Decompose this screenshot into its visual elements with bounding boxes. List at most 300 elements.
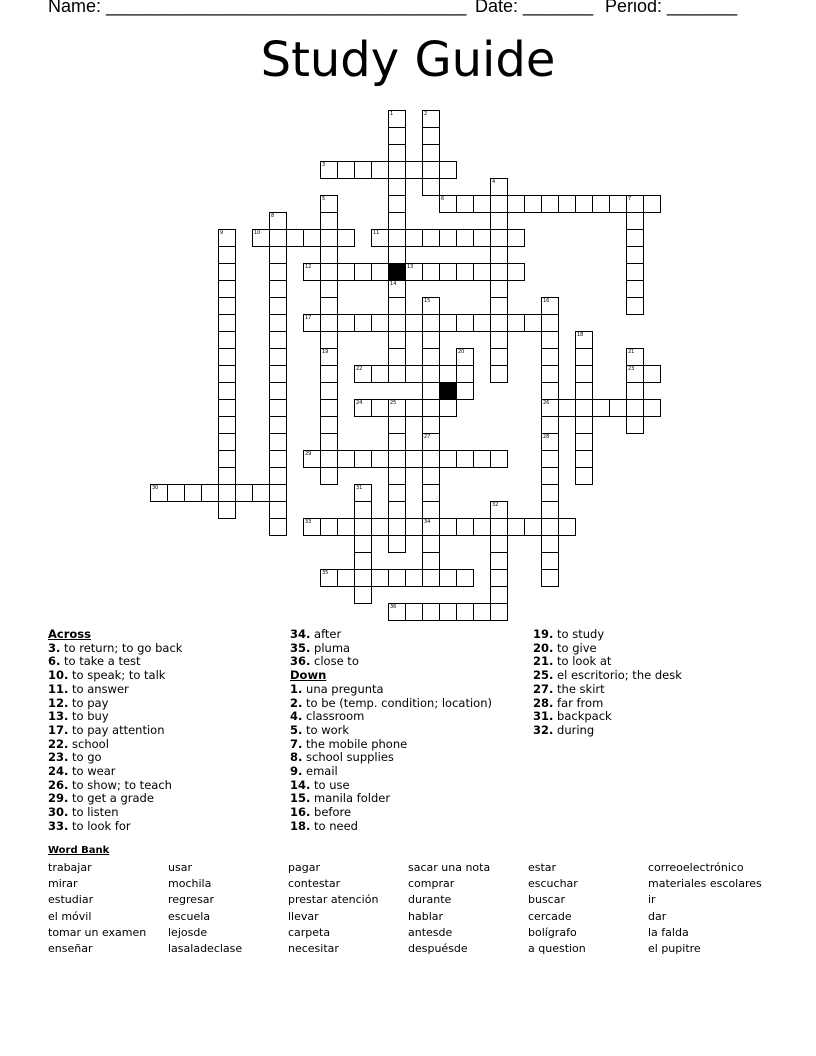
crossword-cell[interactable] [269, 331, 287, 349]
crossword-cell-20[interactable] [456, 348, 474, 366]
crossword-cell[interactable] [320, 467, 338, 485]
crossword-cell[interactable] [269, 484, 287, 502]
crossword-cell[interactable] [320, 382, 338, 400]
crossword-cell-30[interactable] [150, 484, 168, 502]
crossword-cell[interactable] [490, 518, 508, 536]
crossword-cell[interactable] [337, 263, 355, 281]
crossword-cell-16[interactable] [541, 297, 559, 315]
crossword-cell[interactable] [558, 195, 576, 213]
crossword-cell-3[interactable] [320, 161, 338, 179]
crossword-cell-7[interactable] [626, 195, 644, 213]
crossword-cell[interactable] [218, 297, 236, 315]
crossword-cell[interactable] [337, 518, 355, 536]
crossword-cell[interactable] [422, 416, 440, 434]
crossword-cell[interactable] [337, 161, 355, 179]
crossword-cell[interactable] [490, 280, 508, 298]
clue-number-label: 14 [390, 281, 397, 287]
crossword-cell[interactable] [388, 433, 406, 451]
crossword-cell[interactable] [269, 450, 287, 468]
crossword-cell[interactable] [218, 263, 236, 281]
crossword-cell[interactable] [422, 365, 440, 383]
crossword-cell[interactable] [354, 161, 372, 179]
crossword-cell[interactable] [575, 195, 593, 213]
crossword-cell[interactable] [490, 348, 508, 366]
crossword-cell[interactable] [575, 382, 593, 400]
crossword-cell-27[interactable] [422, 433, 440, 451]
crossword-cell[interactable] [575, 467, 593, 485]
crossword-cell[interactable] [490, 297, 508, 315]
crossword-cell[interactable] [473, 195, 491, 213]
crossword-cell[interactable] [218, 484, 236, 502]
crossword-cell[interactable] [422, 331, 440, 349]
crossword-cell[interactable] [354, 535, 372, 553]
clue-number-label: 16 [543, 298, 550, 304]
crossword-cell[interactable] [422, 535, 440, 553]
crossword-cell[interactable] [541, 382, 559, 400]
crossword-cell[interactable] [388, 484, 406, 502]
crossword-cell[interactable] [320, 331, 338, 349]
crossword-cell-36[interactable] [388, 603, 406, 621]
crossword-cell[interactable] [439, 450, 457, 468]
clue-number: 5. [290, 722, 303, 737]
crossword-cell[interactable] [456, 569, 474, 587]
crossword-cell-31[interactable] [354, 484, 372, 502]
crossword-cell-25[interactable] [388, 399, 406, 417]
crossword-cell[interactable] [388, 195, 406, 213]
crossword-cell[interactable] [422, 501, 440, 519]
crossword-cell[interactable] [269, 365, 287, 383]
period-field[interactable]: Period: _______ [605, 0, 738, 16]
crossword-cell[interactable] [252, 484, 270, 502]
crossword-cell[interactable] [541, 450, 559, 468]
crossword-cell-10[interactable] [252, 229, 270, 247]
crossword-cell[interactable] [439, 399, 457, 417]
crossword-cell[interactable] [269, 229, 287, 247]
crossword-cell[interactable] [473, 450, 491, 468]
crossword-cell[interactable] [337, 314, 355, 332]
crossword-cell[interactable] [167, 484, 185, 502]
crossword-cell[interactable] [626, 382, 644, 400]
crossword-cell-19[interactable] [320, 348, 338, 366]
crossword-cell[interactable] [218, 246, 236, 264]
crossword-cell[interactable] [388, 501, 406, 519]
crossword-cell[interactable] [575, 433, 593, 451]
crossword-cell-21[interactable] [626, 348, 644, 366]
crossword-cell[interactable] [320, 518, 338, 536]
crossword-cell[interactable] [626, 416, 644, 434]
crossword-cell[interactable] [473, 518, 491, 536]
crossword-cell[interactable] [269, 416, 287, 434]
crossword-cell-4[interactable] [490, 178, 508, 196]
crossword-cell[interactable] [575, 348, 593, 366]
crossword-cell[interactable] [439, 365, 457, 383]
crossword-cell[interactable] [456, 263, 474, 281]
crossword-cell[interactable] [269, 518, 287, 536]
crossword-cell-5[interactable] [320, 195, 338, 213]
crossword-cell[interactable] [354, 518, 372, 536]
crossword-cell[interactable] [371, 569, 389, 587]
clue-text: to study [557, 627, 605, 641]
crossword-cell-14[interactable] [388, 280, 406, 298]
crossword-cell[interactable] [439, 603, 457, 621]
crossword-cell[interactable] [388, 518, 406, 536]
clue-number-label: 25 [390, 400, 397, 406]
crossword-cell[interactable] [558, 518, 576, 536]
crossword-cell[interactable] [388, 331, 406, 349]
crossword-cell[interactable] [626, 297, 644, 315]
crossword-cell[interactable] [541, 195, 559, 213]
crossword-cell[interactable] [320, 365, 338, 383]
crossword-cell[interactable] [269, 263, 287, 281]
crossword-cell[interactable] [405, 365, 423, 383]
date-field[interactable]: Date: _______ [475, 0, 594, 16]
crossword-cell[interactable] [507, 314, 525, 332]
crossword-cell[interactable] [558, 399, 576, 417]
crossword-cell[interactable] [371, 314, 389, 332]
crossword-cell[interactable] [422, 263, 440, 281]
crossword-cell[interactable] [422, 467, 440, 485]
name-field[interactable]: Name: ____________________________________ [48, 0, 467, 16]
crossword-cell-12[interactable] [303, 263, 321, 281]
crossword-cell[interactable] [422, 450, 440, 468]
clue-number-label: 21 [628, 349, 635, 355]
crossword-cell[interactable] [507, 263, 525, 281]
crossword-cell[interactable] [320, 246, 338, 264]
crossword-cell[interactable] [541, 535, 559, 553]
crossword-cell[interactable] [184, 484, 202, 502]
clue-number: 11. [48, 681, 69, 696]
crossword-cell[interactable] [541, 467, 559, 485]
crossword-cell[interactable] [643, 399, 661, 417]
crossword-cell[interactable] [456, 603, 474, 621]
crossword-cell[interactable] [592, 195, 610, 213]
crossword-cell-22[interactable] [354, 365, 372, 383]
crossword-cell[interactable] [218, 382, 236, 400]
clue-text: the skirt [557, 681, 605, 696]
word-bank-word: trabajar [48, 861, 92, 874]
crossword-cell[interactable] [575, 450, 593, 468]
crossword-cell[interactable] [439, 263, 457, 281]
clue-text: to use [314, 777, 350, 792]
crossword-cell[interactable] [490, 586, 508, 604]
crossword-cell[interactable] [320, 399, 338, 417]
clue-number: 21. [533, 654, 554, 669]
crossword-cell[interactable] [541, 569, 559, 587]
crossword-cell[interactable] [541, 314, 559, 332]
crossword-cell[interactable] [218, 416, 236, 434]
crossword-cell[interactable] [320, 280, 338, 298]
crossword-cell[interactable] [541, 501, 559, 519]
crossword-cell[interactable] [269, 467, 287, 485]
crossword-cell[interactable] [405, 569, 423, 587]
crossword-cell[interactable] [473, 263, 491, 281]
crossword-cell[interactable] [388, 569, 406, 587]
crossword-cell[interactable] [422, 127, 440, 145]
crossword-cell[interactable] [541, 348, 559, 366]
crossword-cell[interactable] [422, 144, 440, 162]
crossword-cell[interactable] [575, 416, 593, 434]
crossword-cell-34[interactable] [422, 518, 440, 536]
crossword-cell[interactable] [201, 484, 219, 502]
crossword-cell[interactable] [422, 178, 440, 196]
crossword-cell[interactable] [388, 535, 406, 553]
crossword-cell[interactable] [388, 161, 406, 179]
crossword-cell[interactable] [286, 229, 304, 247]
crossword-cell[interactable] [456, 382, 474, 400]
crossword-cell[interactable] [490, 229, 508, 247]
crossword-cell[interactable] [388, 178, 406, 196]
crossword-cell[interactable] [422, 348, 440, 366]
crossword-cell[interactable] [320, 416, 338, 434]
crossword-cell[interactable] [405, 314, 423, 332]
crossword-cell[interactable] [524, 518, 542, 536]
crossword-cell[interactable] [320, 297, 338, 315]
clue-text: the mobile phone [306, 736, 408, 751]
clue-number-label: 6 [441, 196, 445, 202]
crossword-cell[interactable] [609, 399, 627, 417]
crossword-cell[interactable] [456, 450, 474, 468]
crossword-cell[interactable] [320, 450, 338, 468]
crossword-cell[interactable] [303, 229, 321, 247]
crossword-cell[interactable] [575, 399, 593, 417]
crossword-cell[interactable] [371, 450, 389, 468]
crossword-cell[interactable] [388, 246, 406, 264]
crossword-cell[interactable] [609, 195, 627, 213]
crossword-cell[interactable] [541, 484, 559, 502]
crossword-cell[interactable] [490, 365, 508, 383]
crossword-cell[interactable] [490, 195, 508, 213]
crossword-cell[interactable] [269, 348, 287, 366]
crossword-cell[interactable] [422, 399, 440, 417]
clue-number: 10. [48, 668, 69, 683]
crossword-cell[interactable] [490, 331, 508, 349]
crossword-cell-1[interactable] [388, 110, 406, 128]
crossword-cell[interactable] [320, 433, 338, 451]
clue-text: to look for [72, 818, 131, 833]
crossword-cell[interactable] [320, 229, 338, 247]
crossword-cell[interactable] [422, 161, 440, 179]
crossword-cell[interactable] [626, 263, 644, 281]
crossword-cell-23[interactable] [626, 365, 644, 383]
crossword-cell[interactable] [490, 603, 508, 621]
crossword-cell-15[interactable] [422, 297, 440, 315]
word-bank-word: despuésde [408, 942, 468, 956]
crossword-cell[interactable] [439, 314, 457, 332]
crossword-cell[interactable] [490, 535, 508, 553]
crossword-cell[interactable] [218, 348, 236, 366]
crossword-cell[interactable] [320, 314, 338, 332]
crossword-cell[interactable] [575, 365, 593, 383]
crossword-cell[interactable] [541, 518, 559, 536]
crossword-cell[interactable] [235, 484, 253, 502]
crossword-cell[interactable] [456, 229, 474, 247]
clue-number-label: 28 [543, 434, 550, 440]
crossword-cell[interactable] [269, 280, 287, 298]
crossword-cell-26[interactable] [541, 399, 559, 417]
crossword-cell[interactable] [354, 501, 372, 519]
crossword-cell[interactable] [626, 212, 644, 230]
crossword-cell-24[interactable] [354, 399, 372, 417]
crossword-cell[interactable] [269, 246, 287, 264]
crossword-cell[interactable] [405, 161, 423, 179]
crossword-cell-35[interactable] [320, 569, 338, 587]
crossword-cell[interactable] [269, 433, 287, 451]
crossword-cell[interactable] [218, 467, 236, 485]
crossword-cell[interactable] [371, 518, 389, 536]
crossword-cell[interactable] [541, 416, 559, 434]
word-bank-word: pagar [288, 861, 320, 874]
crossword-cell[interactable] [354, 450, 372, 468]
crossword-cell[interactable] [490, 552, 508, 570]
crossword-cell[interactable] [422, 229, 440, 247]
crossword-cell[interactable] [456, 365, 474, 383]
crossword-cell[interactable] [269, 297, 287, 315]
crossword-cell-28[interactable] [541, 433, 559, 451]
crossword-cell[interactable] [337, 450, 355, 468]
crossword-cell[interactable] [524, 314, 542, 332]
crossword-cell[interactable] [626, 229, 644, 247]
crossword-cell[interactable] [439, 518, 457, 536]
crossword-cell[interactable] [337, 229, 355, 247]
crossword-cell[interactable] [388, 127, 406, 145]
crossword-cell[interactable] [405, 603, 423, 621]
crossword-cell[interactable] [626, 399, 644, 417]
crossword-cell[interactable] [388, 144, 406, 162]
crossword-cell[interactable] [541, 552, 559, 570]
word-bank-word: cercade [528, 909, 572, 923]
crossword-cell[interactable] [320, 263, 338, 281]
crossword-cell[interactable] [490, 212, 508, 230]
crossword-cell[interactable] [439, 161, 457, 179]
crossword-cell[interactable] [422, 382, 440, 400]
crossword-cell[interactable] [507, 195, 525, 213]
crossword-cell[interactable] [371, 365, 389, 383]
crossword-cell-33[interactable] [303, 518, 321, 536]
crossword-cell[interactable] [626, 280, 644, 298]
crossword-cell[interactable] [354, 552, 372, 570]
clue-item [48, 792, 182, 806]
crossword-cell[interactable] [490, 569, 508, 587]
crossword-cell[interactable] [218, 280, 236, 298]
clue-item [48, 669, 182, 683]
crossword-cell[interactable] [269, 399, 287, 417]
crossword-cell[interactable] [490, 263, 508, 281]
crossword-cell-6[interactable] [439, 195, 457, 213]
crossword-cell[interactable] [218, 501, 236, 519]
word-bank-word: necesitar [288, 942, 339, 956]
crossword-cell[interactable] [388, 314, 406, 332]
crossword-cell[interactable] [388, 467, 406, 485]
crossword-cell[interactable] [490, 450, 508, 468]
crossword-cell[interactable] [388, 365, 406, 383]
crossword-cell[interactable] [490, 246, 508, 264]
crossword-cell[interactable] [388, 416, 406, 434]
crossword-cell[interactable] [218, 314, 236, 332]
crossword-cell[interactable] [354, 314, 372, 332]
crossword-cell[interactable] [320, 212, 338, 230]
crossword-cell[interactable] [439, 229, 457, 247]
crossword-cell[interactable] [405, 450, 423, 468]
crossword-cell[interactable] [456, 314, 474, 332]
crossword-cell[interactable] [269, 382, 287, 400]
clues-column-1 [48, 628, 182, 834]
crossword-cell-13[interactable] [405, 263, 423, 281]
crossword-cell[interactable] [388, 297, 406, 315]
clue-number: 33. [48, 818, 69, 833]
crossword-cell[interactable] [354, 263, 372, 281]
crossword-cell[interactable] [371, 263, 389, 281]
clue-number-label: 1 [390, 111, 394, 117]
crossword-cell[interactable] [337, 569, 355, 587]
crossword-cell[interactable] [541, 331, 559, 349]
crossword-cell[interactable] [422, 552, 440, 570]
crossword-cell[interactable] [388, 348, 406, 366]
crossword-cell-32[interactable] [490, 501, 508, 519]
crossword-cell[interactable] [592, 399, 610, 417]
crossword-cell[interactable] [422, 484, 440, 502]
crossword-cell[interactable] [218, 331, 236, 349]
crossword-cell[interactable] [507, 229, 525, 247]
crossword-cell[interactable] [218, 450, 236, 468]
crossword-cell[interactable] [405, 399, 423, 417]
crossword-cell[interactable] [643, 365, 661, 383]
crossword-cell[interactable] [371, 399, 389, 417]
crossword-cell[interactable] [422, 603, 440, 621]
crossword-cell-17[interactable] [303, 314, 321, 332]
clue-item [48, 751, 182, 765]
crossword-cell[interactable] [218, 433, 236, 451]
crossword-cell[interactable] [473, 229, 491, 247]
crossword-cell[interactable] [473, 603, 491, 621]
clue-item [533, 642, 682, 656]
crossword-cell[interactable] [643, 195, 661, 213]
crossword-cell[interactable] [507, 518, 525, 536]
word-bank-word: mirar [48, 877, 78, 891]
crossword-cell-18[interactable] [575, 331, 593, 349]
crossword-cell[interactable] [456, 518, 474, 536]
crossword-cell[interactable] [626, 246, 644, 264]
crossword-cell[interactable] [524, 195, 542, 213]
crossword-cell[interactable] [422, 314, 440, 332]
crossword-cell-29[interactable] [303, 450, 321, 468]
crossword-cell[interactable] [354, 569, 372, 587]
crossword-cell[interactable] [371, 161, 389, 179]
crossword-cell[interactable] [388, 212, 406, 230]
crossword-cell-9[interactable] [218, 229, 236, 247]
crossword-cell[interactable] [388, 229, 406, 247]
crossword-cell[interactable] [269, 501, 287, 519]
crossword-cell[interactable] [473, 314, 491, 332]
crossword-cell[interactable] [269, 314, 287, 332]
crossword-cell[interactable] [439, 569, 457, 587]
crossword-cell[interactable] [354, 586, 372, 604]
word-bank-column [408, 860, 490, 957]
crossword-cell[interactable] [490, 314, 508, 332]
crossword-cell-2[interactable] [422, 110, 440, 128]
clue-number: 23. [48, 750, 69, 765]
clue-item [290, 628, 492, 642]
crossword-cell[interactable] [218, 399, 236, 417]
crossword-cell-11[interactable] [371, 229, 389, 247]
crossword-cell[interactable] [405, 229, 423, 247]
crossword-cell[interactable] [456, 195, 474, 213]
crossword-cell[interactable] [218, 365, 236, 383]
crossword-cell[interactable] [388, 450, 406, 468]
crossword-cell[interactable] [541, 365, 559, 383]
crossword-cell[interactable] [405, 518, 423, 536]
crossword-cell-8[interactable] [269, 212, 287, 230]
crossword-cell[interactable] [422, 569, 440, 587]
